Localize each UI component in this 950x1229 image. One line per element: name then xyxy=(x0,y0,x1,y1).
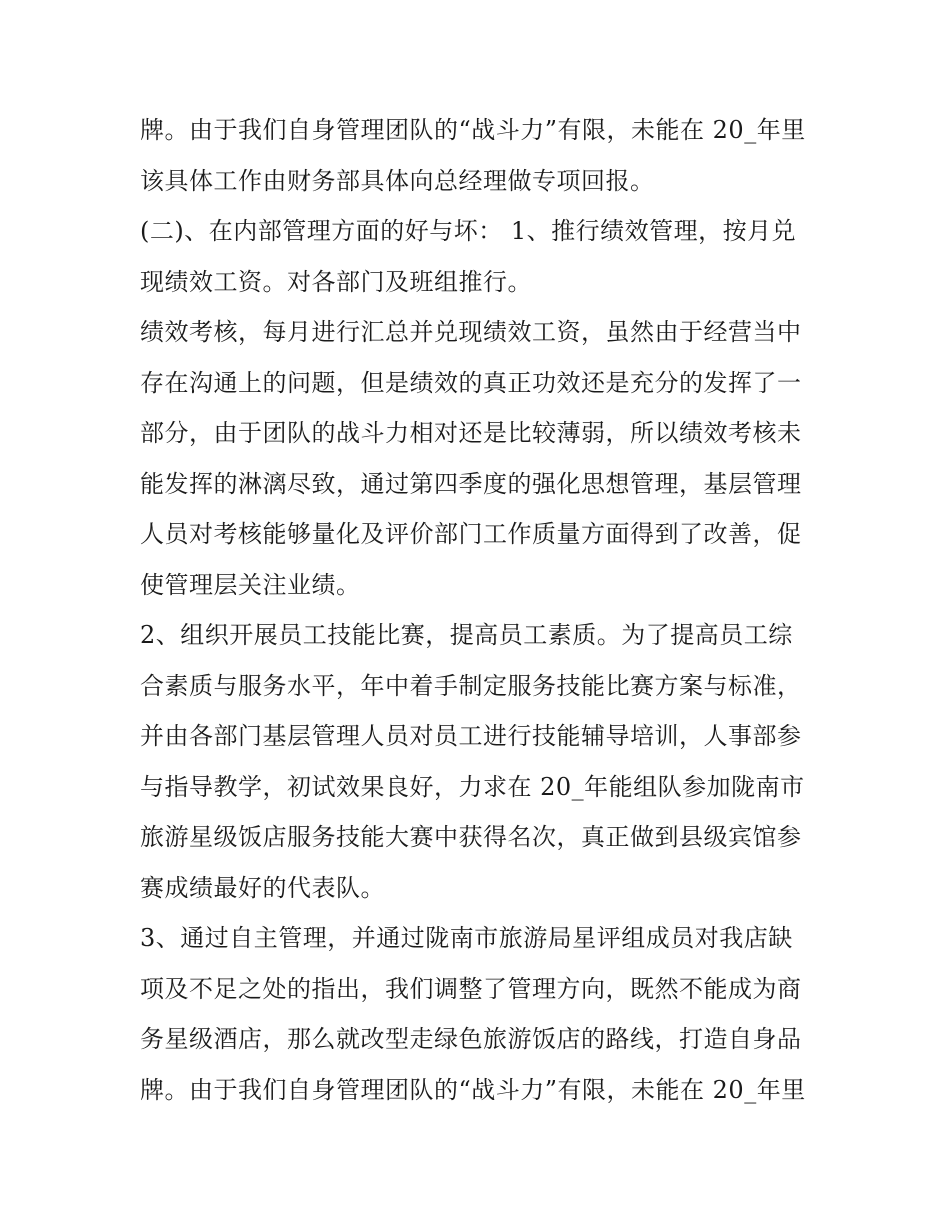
text-line: 能发挥的淋漓尽致，通过第四季度的强化思想管理，基层管理 xyxy=(140,470,802,498)
text-line: 人员对考核能够量化及评价部门工作质量方面得到了改善，促 xyxy=(140,520,802,548)
text-line: 旅游星级饭店服务技能大赛中获得名次，真正做到县级宾馆参 xyxy=(140,823,802,851)
text-line: 部分，由于团队的战斗力相对还是比较薄弱，所以绩效考核未 xyxy=(140,419,802,447)
text-line: 2、组织开展员工技能比赛，提高员工素质。为了提高员工综 xyxy=(140,621,793,649)
text-line: 该具体工作由财务部具体向总经理做专项回报。 xyxy=(140,167,655,195)
text-line: 牌。由于我们自身管理团队的“战斗力”有限，未能在 20_年里 xyxy=(140,1076,806,1104)
text-line: 绩效考核，每月进行汇总并兑现绩效工资，虽然由于经营当中 xyxy=(140,318,802,346)
text-line: 牌。由于我们自身管理团队的“战斗力”有限，未能在 20_年里 xyxy=(140,116,806,144)
text-line: 项及不足之处的指出，我们调整了管理方向，既然不能成为商 xyxy=(140,975,802,1003)
text-line: 存在沟通上的问题，但是绩效的真正功效还是充分的发挥了一 xyxy=(140,369,802,397)
text-line: 赛成绩最好的代表队。 xyxy=(140,874,385,902)
text-line: 与指导教学，初试效果良好，力求在 20_年能组队参加陇南市 xyxy=(140,773,805,801)
text-line: 并由各部门基层管理人员对员工进行技能辅导培训，人事部参 xyxy=(140,722,802,750)
text-line: (二)、在内部管理方面的好与坏： 1、推行绩效管理，按月兑 xyxy=(140,217,797,245)
text-line: 使管理层关注业绩。 xyxy=(140,571,361,599)
text-line: 3、通过自主管理，并通过陇南市旅游局星评组成员对我店缺 xyxy=(140,924,793,952)
text-line: 合素质与服务水平，年中着手制定服务技能比赛方案与标准， xyxy=(140,672,802,700)
text-line: 务星级酒店，那么就改型走绿色旅游饭店的路线，打造自身品 xyxy=(140,1025,802,1053)
text-line: 现绩效工资。对各部门及班组推行。 xyxy=(140,268,532,296)
